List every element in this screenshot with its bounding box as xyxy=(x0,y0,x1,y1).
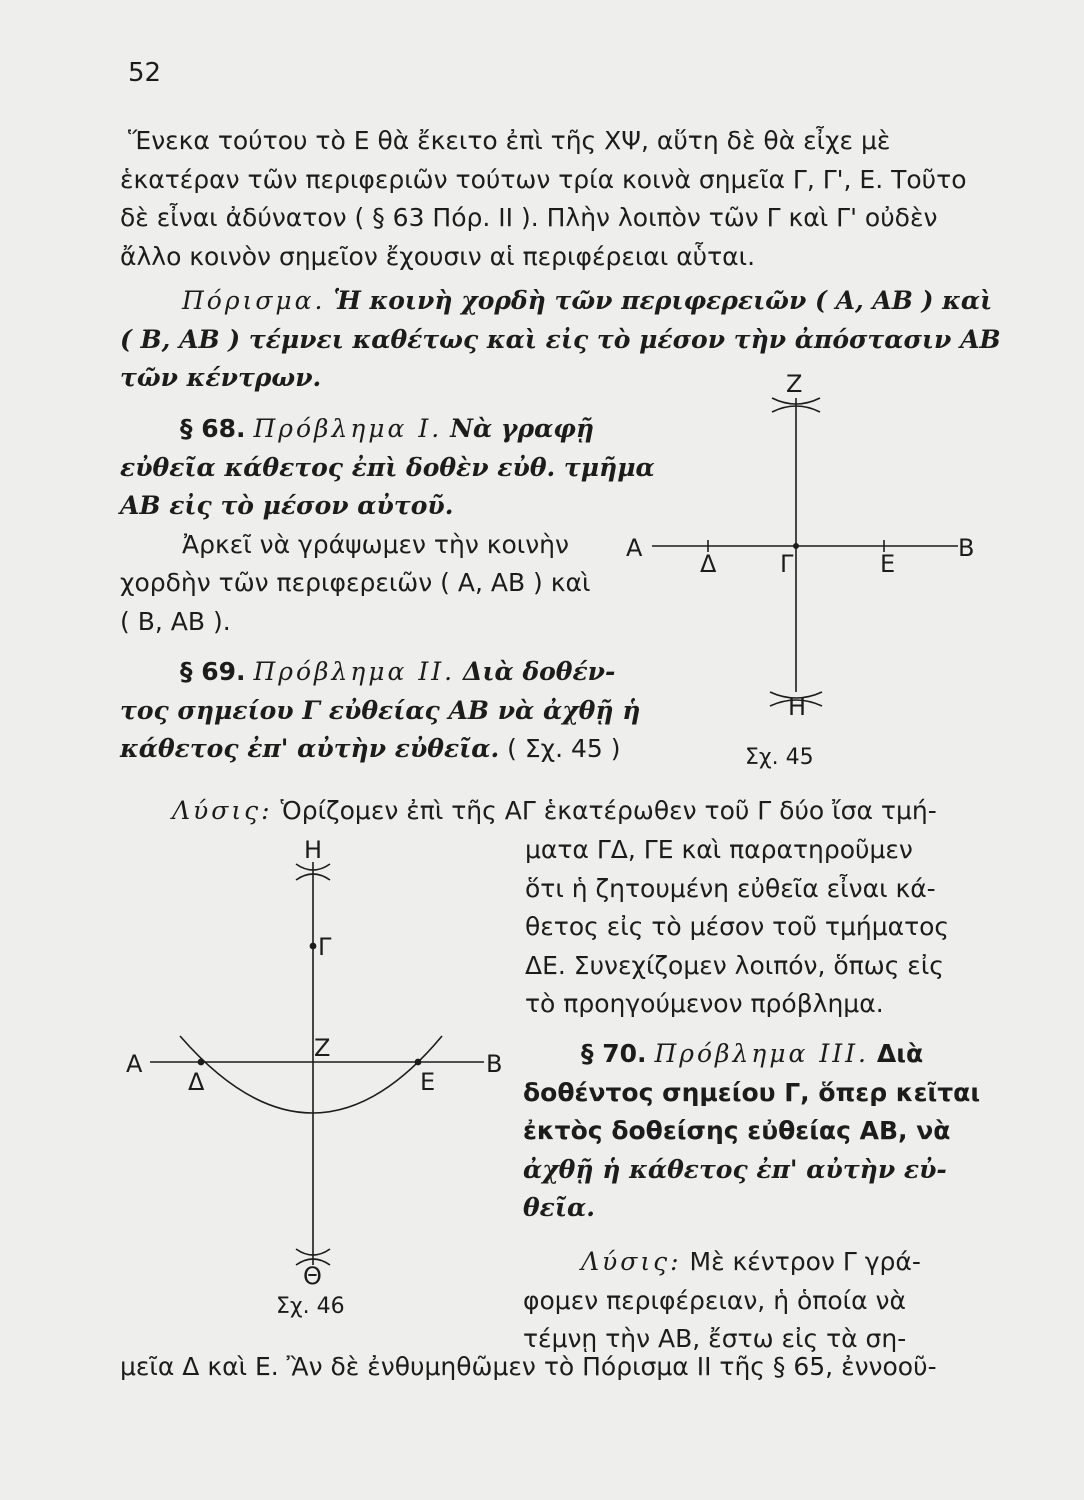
lysis2-last-line: μεῖα Δ καὶ Ε. Ἂν δὲ ἐνθυμηθῶμεν τὸ Πόρισμα ΙΙ τῆς § 65, ἐννοοῦ- xyxy=(120,1352,937,1381)
porisma-line-3: τῶν κέντρων. xyxy=(120,363,322,392)
fig46-label-h: H xyxy=(304,836,323,864)
lysis1-line: τὸ προηγούμενον πρόβλημα. xyxy=(525,989,884,1018)
figure-45-labels xyxy=(626,370,974,770)
figure-46-labels xyxy=(126,836,502,1319)
fig45-point-g xyxy=(794,544,798,548)
fig46-caption: Σχ. 46 xyxy=(276,1294,345,1319)
fig46-label-e: E xyxy=(420,1068,436,1096)
lysis1-line: ὅτι ἡ ζητουμένη εὐθεῖα εἶναι κά- xyxy=(525,873,936,903)
fig45-label-g: Γ xyxy=(780,550,794,578)
s70-number: § 70. xyxy=(581,1039,647,1068)
lysis1-line: θετος εἰς τὸ μέσον τοῦ τμήματος xyxy=(525,912,950,941)
s70-text-1: Διὰ xyxy=(876,1039,924,1068)
s68-text-1: Νὰ γραφῇ xyxy=(450,414,595,443)
fig45-label-h: H xyxy=(788,693,807,721)
intro-line: ἄλλο κοινὸν σημεῖον ἔχουσιν αἱ περιφέρειαι αὗται. xyxy=(120,241,756,271)
lysis1-text-1: Ὁρίζομεν ἐπὶ τῆς ΑΓ ἑκατέρωθεν τοῦ Γ δύο ἴσα τμή- xyxy=(280,796,937,825)
s69-figure-ref: ( Σχ. 45 ) xyxy=(507,734,621,763)
fig46-label-g: Γ xyxy=(318,933,332,961)
intro-line: δὲ εἶναι ἀδύνατον ( § 63 Πόρ. ΙΙ ). Πλὴν λοιπὸν τῶν Γ καὶ Γ' οὐδὲν xyxy=(120,203,938,232)
lysis2-line: φομεν περιφέρειαν, ἡ ὁποία νὰ xyxy=(523,1285,906,1315)
porisma-label: Πόρισμα. xyxy=(182,286,326,315)
fig45-caption: Σχ. 45 xyxy=(745,745,814,770)
s68-label: Πρόβλημα Ι. xyxy=(253,414,443,443)
fig46-point-d xyxy=(198,1059,203,1064)
s68-body-3: ( Β, ΑΒ ). xyxy=(120,606,231,636)
fig45-label-d: Δ xyxy=(700,550,717,578)
s70-label: Πρόβλημα ΙΙΙ. xyxy=(654,1039,869,1068)
s69-line-2: τος σημείου Γ εὐθείας ΑΒ νὰ ἀχθῇ ἡ xyxy=(120,695,641,725)
lysis2-line: τέμνῃ τὴν ΑΒ, ἔστω εἰς τὰ ση- xyxy=(523,1324,907,1353)
fig46-circle-arc xyxy=(180,1036,442,1113)
s69-number: § 69. xyxy=(180,657,246,686)
fig45-label-b: B xyxy=(958,534,975,562)
s68-body-2: χορδὴν τῶν περιφερειῶν ( Α, ΑΒ ) καὶ xyxy=(120,568,591,597)
s68-line-3: ΑΒ εἰς τὸ μέσον αὐτοῦ. xyxy=(120,491,454,520)
s70-line-5: θεῖα. xyxy=(523,1193,595,1222)
s69-label: Πρόβλημα ΙΙ. xyxy=(253,657,456,686)
s69-text-1: Διὰ δοθέν- xyxy=(463,657,616,686)
s69-text-3: κάθετος ἐπ' αὐτὴν εὐθεῖα. xyxy=(120,734,500,763)
lysis1-label: Λύσις: xyxy=(172,796,273,825)
fig46-label-th: Θ xyxy=(303,1262,322,1290)
fig45-label-e: E xyxy=(880,550,896,578)
fig46-point-g xyxy=(310,943,315,948)
lysis1-line: ματα ΓΔ, ΓΕ καὶ παρατηροῦμεν xyxy=(525,835,913,864)
page-number: 52 xyxy=(128,58,162,88)
s68-body-1: Ἀρκεῖ νὰ γράψωμεν τὴν κοινὴν xyxy=(182,529,569,559)
s68-number: § 68. xyxy=(180,414,246,443)
fig45-label-a: A xyxy=(626,534,643,562)
s68-line-2: εὐθεῖα κάθετος ἐπὶ δοθὲν εὐθ. τμῆμα xyxy=(120,452,655,482)
fig46-point-e xyxy=(415,1059,420,1064)
fig46-label-a: A xyxy=(126,1050,143,1078)
porisma-text-1: Ἡ κοινὴ χορδὴ τῶν περιφερειῶν ( Α, ΑΒ ) καὶ xyxy=(333,286,993,315)
fig46-label-d: Δ xyxy=(188,1068,205,1096)
fig45-label-z: Z xyxy=(786,370,803,398)
figure-45 xyxy=(652,398,958,706)
intro-line: ἑκατέραν τῶν περιφεριῶν τούτων τρία κοινὰ σημεῖα Γ, Γ', Ε. Τοῦτο xyxy=(120,164,967,194)
s70-line-2: δοθέντος σημείου Γ, ὅπερ κεῖται xyxy=(523,1077,981,1107)
s70-line-4: ἀχθῇ ἡ κάθετος ἐπ' αὐτὴν εὐ- xyxy=(523,1154,947,1184)
figure-46 xyxy=(150,862,484,1265)
fig46-label-z: Z xyxy=(314,1034,331,1062)
porisma-line-2: ( Β, ΑΒ ) τέμνει καθέτως καὶ εἰς τὸ μέσον τὴν ἀπόστασιν ΑΒ xyxy=(120,324,1001,354)
lysis2-text-1: Μὲ κέντρον Γ γρά- xyxy=(689,1247,921,1276)
s70-line-3: ἐκτὸς δοθείσης εὐθείας ΑΒ, νὰ xyxy=(523,1116,951,1145)
intro-line: Ἕνεκα τούτου τὸ Ε θὰ ἔκειτο ἐπὶ τῆς ΧΨ, αὕτη δὲ θὰ εἶχε μὲ xyxy=(128,126,891,155)
lysis2-label: Λύσις: xyxy=(581,1247,682,1276)
lysis1-line: ΔΕ. Συνεχίζομεν λοιπόν, ὅπως εἰς xyxy=(525,950,944,980)
fig46-label-b: B xyxy=(486,1050,503,1078)
